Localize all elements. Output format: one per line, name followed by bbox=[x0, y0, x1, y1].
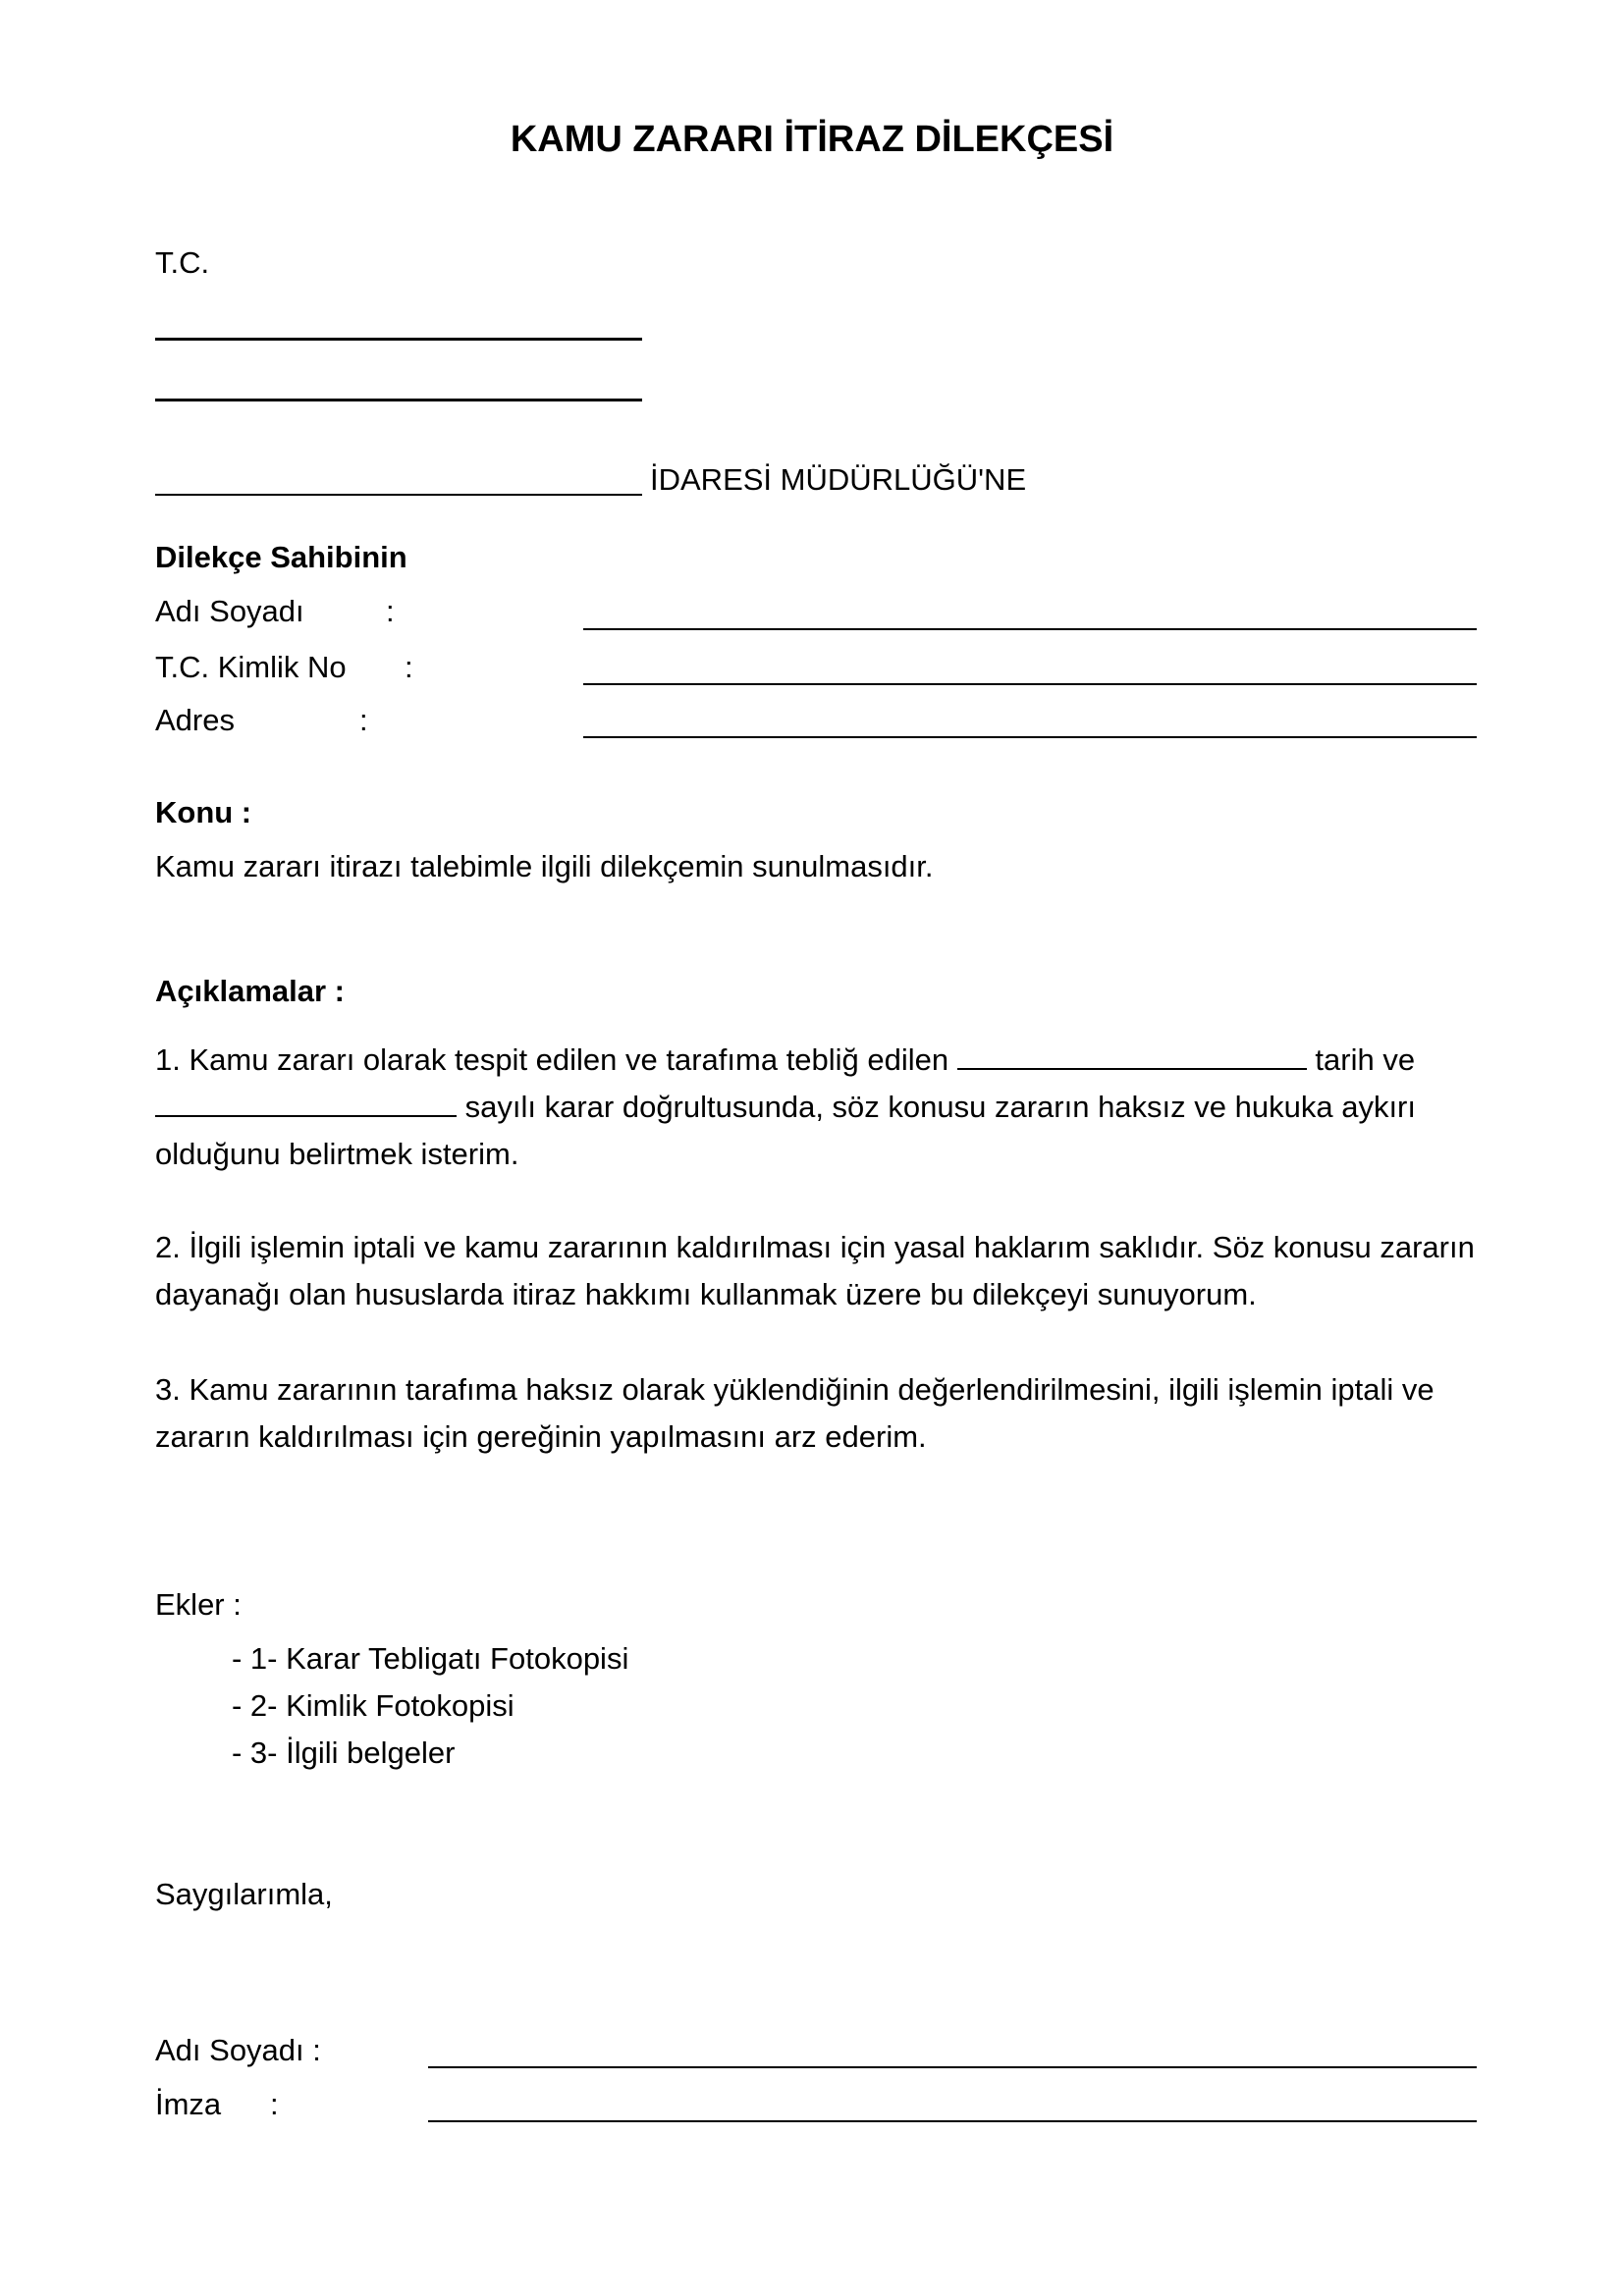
applicant-name-line bbox=[583, 628, 1477, 630]
signature-sign-colon: : bbox=[270, 2087, 279, 2121]
attachment-item: - 2- Kimlik Fotokopisi bbox=[232, 1688, 514, 1723]
signature-sign-label: İmza bbox=[155, 2087, 222, 2121]
explanation-item-1-part2: tarih ve bbox=[1315, 1042, 1416, 1077]
explanation-item-2: 2. İlgili işlemin iptali ve kamu zararının kaldırılması için yasal haklarım saklıdır. Söz konusu zararın dayanağı olan hususlarda itiraz hakkımı kullanmak üzere bu dilekçeyi sunuyorum. bbox=[155, 1230, 1475, 1311]
applicant-address-line bbox=[583, 736, 1477, 738]
attachments-heading: Ekler : bbox=[155, 1587, 242, 1622]
applicant-address-label: Adres bbox=[155, 703, 235, 737]
addressee-line bbox=[155, 494, 642, 496]
applicant-name-colon: : bbox=[386, 594, 395, 628]
applicant-heading: Dilekçe Sahibinin bbox=[155, 540, 407, 574]
closing-text: Saygılarımla, bbox=[155, 1877, 333, 1911]
addressee-suffix: İDARESİ MÜDÜRLÜĞÜ'NE bbox=[650, 462, 1027, 497]
explanation-item-1 bbox=[155, 1037, 1490, 1178]
applicant-name-label: Adı Soyadı bbox=[155, 594, 304, 628]
explanation-item-1-part1: 1. Kamu zararı olarak tespit edilen ve tarafıma tebliğ edilen bbox=[155, 1042, 949, 1077]
signature-sign-line bbox=[428, 2120, 1477, 2122]
applicant-id-label: T.C. Kimlik No bbox=[155, 650, 347, 684]
document-title: KAMU ZARARI İTİRAZ DİLEKÇESİ bbox=[510, 119, 1114, 160]
attachment-item: - 3- İlgili belgeler bbox=[232, 1735, 456, 1770]
explanation-item-3: 3. Kamu zararının tarafıma haksız olarak yüklendiğinin değerlendirilmesini, ilgili işlemin iptali ve zararın kaldırılması için gereğinin yapılmasını arz ederim. bbox=[155, 1372, 1435, 1454]
institution-line-1 bbox=[155, 338, 642, 341]
subject-text: Kamu zararı itirazı talebimle ilgili dilekçemin sunulmasıdır. bbox=[155, 849, 934, 883]
applicant-address-colon: : bbox=[359, 703, 368, 737]
subject-heading: Konu : bbox=[155, 795, 252, 829]
decision-number-blank bbox=[155, 1090, 457, 1117]
institution-line-2 bbox=[155, 399, 642, 401]
applicant-id-line bbox=[583, 683, 1477, 685]
signature-name-label: Adı Soyadı : bbox=[155, 2033, 321, 2067]
tc-header: T.C. bbox=[155, 245, 210, 280]
date-blank bbox=[957, 1042, 1307, 1070]
signature-name-line bbox=[428, 2066, 1477, 2068]
explanation-item-1-part3: sayılı karar doğrultusunda, söz konusu zararın haksız ve hukuka aykırı olduğunu belirtmek isterim. bbox=[155, 1090, 1416, 1171]
attachment-item: - 1- Karar Tebligatı Fotokopisi bbox=[232, 1641, 629, 1676]
applicant-id-colon: : bbox=[405, 650, 413, 684]
explanations-heading: Açıklamalar : bbox=[155, 974, 345, 1008]
